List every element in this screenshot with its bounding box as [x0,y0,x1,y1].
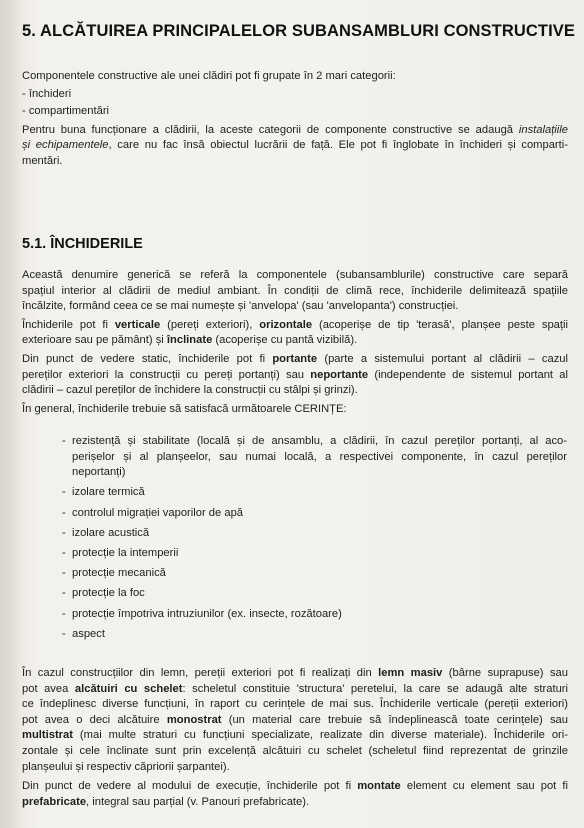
paragraph-line: Din punct de vedere static, închiderile pot fi portante (parte a sistemului portant al clădirii – cazul [22,352,568,365]
paragraph-line: Din punct de vedere al modului de execuție, închiderile pot fi montate element cu element sau pot fi [22,780,568,793]
section-heading: 5.1. ÎNCHIDERILE [22,236,143,252]
intro-line: Pentru buna funcționare a clădirii, la aceste categorii de componente constructive se adaugă instalațiile [22,123,568,136]
requirement-item: - protecție mecanică [62,567,166,580]
paragraph-line: În general, închiderile trebuie să satisfacă următoarele CERINȚE: [22,402,347,415]
paragraph-line: Închiderile pot fi verticale (pereți exteriori), orizontale (acoperișe de tip 'terasă', planșee peste spații [22,318,568,331]
intro-line: Componentele constructive ale unei clădiri pot fi grupate în 2 mari categorii: [22,70,396,82]
paragraph-line: spațiul interior al clădirii de mediul ambiant. În condiții de climă rece, închiderile delimitează spațiile [22,284,568,297]
requirement-line: perișelor și al planșeelor, sau numai locală, a respectivei componente, în cazul pereților [72,450,567,463]
requirement-line: neportanți) [72,466,126,479]
intro-paragraph [22,69,568,170]
requirement-line: rezistență și stabilitate (locală și de ansamblu, a clădirii, în cazul pereților portanți, al aco- [72,435,567,447]
intro-line: mentări. [22,154,63,167]
paragraph-line: planșeului și respectiv căpriorii șarpantei). [22,760,230,773]
paragraph-line: Această denumire generică se referă la componentele (subansamblurile) constructive care separă [22,269,568,281]
requirement-item: - protecție împotriva intruziunilor (ex. insecte, rozătoare) [62,607,342,620]
intro-line: și echipamentele, care nu fac însă obiectul lucrării de față. Ele pot fi înglobate în închideri și comparti- [22,139,568,152]
requirement-item: - aspect [62,627,105,640]
requirement-item: - izolare acustică [62,526,150,539]
requirements-list [62,434,567,647]
paragraph-line: încălzite, formând ceea ce se mai numește și 'anvelopa' (sau 'anvelopanta') construcției. [22,300,459,313]
paragraph-line: pot avea alcătuiri cu schelet: scheletul constituie 'structura' peretelui, la care se adaugă alte straturi [22,682,569,695]
requirement-item: - rezistență și stabilitate (locală și de ansamblu, a clădirii, în cazul pereților portanți, al aco- perișelor și al planșeelor, sau numai locală, a respectivei componente, în cazul pereților neportanți) [62,434,567,481]
paragraph-line: ce îndeplinesc diverse funcțiuni, în raport cu cerințele de mai sus. Închiderile verticale (pereții exteriori) [22,698,568,711]
paragraph-line: În cazul construcțiilor din lemn, pereții exteriori pot fi realizați din lemn masiv (bârne suprapuse) sau [22,667,568,679]
section-body [22,268,568,417]
chapter-heading: 5. ALCĂTUIREA PRINCIPALELOR SUBANSAMBLURI CONSTRUCTIVE [22,22,575,40]
category-item: - închideri [22,87,72,100]
paragraph-line: zontale și cele înclinate sunt prin excelență alcătuiri cu schelet (scheletul fiind reprezentat de grinzile [22,744,568,757]
requirement-item: - protecție la foc [62,587,145,600]
requirement-item: - protecție la intemperii [62,546,179,559]
paragraph-line: prefabricate, integral sau parțial (v. Panouri prefabricate). [22,795,310,808]
paragraph-line: exterioare sau pe pământ) și înclinate (acoperișe cu pantă vizibilă). [22,334,358,347]
closing-body [22,666,568,810]
paragraph-line: multistrat (mai multe straturi cu funcțiuni specializate, realizate din diverse materiale). Închiderile ori- [22,729,568,742]
paragraph-line: clădirii – cazul pereților de închidere la construcții cu stâlpi și grinzi). [22,384,358,397]
requirement-item: - izolare termică [62,486,145,499]
book-gutter-shadow [0,0,22,828]
category-item: - compartimentări [22,105,110,118]
paragraph-line: pereților exteriori la construcții cu pereți portanți) sau neportante (independente de sistemul portant al [22,368,568,381]
paragraph-line: pot avea o deci alcătuire monostrat (un material care trebuie să îndeplinească toate cerințele) sau [22,713,568,726]
requirement-item: - controlul migrației vaporilor de apă [62,506,244,519]
